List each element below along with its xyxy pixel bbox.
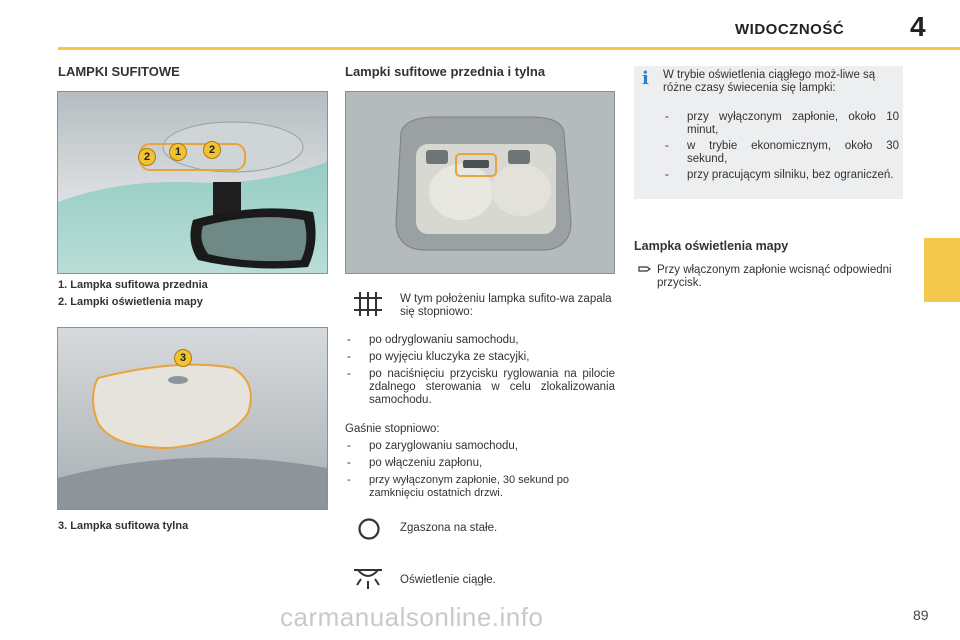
off-conditions-list <box>345 440 615 500</box>
front-lamp-illustration <box>58 92 327 273</box>
list-item: - przy pracującym silniku, bez ograniczeń. <box>663 169 899 182</box>
list-item: - po wyjęciu kluczyka ze stacyjki, <box>345 351 615 364</box>
info-intro: W trybie oświetlenia ciągłego moż-liwe są różne czasy świecenia się lampki: <box>663 69 876 94</box>
caption-2: 2. Lampki oświetlenia mapy <box>58 296 203 308</box>
section-heading: LAMPKI SUFITOWE <box>58 64 180 79</box>
ceiling-lamp-figure <box>345 91 615 274</box>
info-icon: i <box>642 68 649 89</box>
always-on-label: Oświetlenie ciągłe. <box>400 574 496 586</box>
list-item: - po zaryglowaniu samochodu, <box>345 440 615 453</box>
off-intro: Gaśnie stopniowo: <box>345 423 440 435</box>
map-lamp-text: Przy włączonym zapłonie wcisnąć odpowiedni przycisk. <box>657 264 892 289</box>
badge-rear-lamp: 3 <box>174 349 192 367</box>
lamp-on-icon <box>352 565 384 591</box>
badge-front-lamp: 1 <box>169 143 187 161</box>
header-rule <box>58 47 960 50</box>
badge-map-lamp-right: 2 <box>203 141 221 159</box>
chapter-title: WIDOCZNOŚĆ <box>735 21 845 38</box>
caption-3: 3. Lampka sufitowa tylna <box>58 520 189 532</box>
info-list <box>663 111 899 182</box>
watermark: carmanualsonline.info <box>280 602 544 632</box>
chapter-side-tab <box>924 238 960 302</box>
on-conditions-list <box>345 334 615 407</box>
door-mode-icon <box>352 290 384 318</box>
map-lamp-heading: Lampka oświetlenia mapy <box>634 239 789 253</box>
ceiling-lamp-illustration <box>346 92 614 273</box>
list-item: - przy wyłączonym zapłonie, około 10 minut, <box>663 111 899 137</box>
lamp-off-icon <box>357 517 381 541</box>
section-heading-front-rear: Lampki sufitowe przednia i tylna <box>345 64 546 79</box>
list-item: - przy wyłączonym zapłonie, 30 sekund po zamknięciu ostatnich drzwi. <box>345 474 615 500</box>
list-item: - po odryglowaniu samochodu, <box>345 334 615 347</box>
door-mode-text: W tym położeniu lampka sufito-wa zapala się stopniowo: <box>400 293 612 318</box>
pointing-hand-icon <box>638 262 650 274</box>
off-mode-label: Zgaszona na stałe. <box>400 522 498 534</box>
list-item: - po naciśnięciu przycisku ryglowania na pilocie zdalnego sterowania w celu zlokalizowania samochodu. <box>345 368 615 407</box>
caption-1: 1. Lampka sufitowa przednia <box>58 279 208 291</box>
rear-lamp-figure <box>57 327 328 510</box>
badge-map-lamp-left: 2 <box>138 148 156 166</box>
chapter-number: 4 <box>910 11 926 42</box>
list-item: - po włączeniu zapłonu, <box>345 457 615 470</box>
front-lamp-figure <box>57 91 328 274</box>
rear-lamp-illustration <box>58 328 327 509</box>
list-item: - w trybie ekonomicznym, około 30 sekund, <box>663 140 899 166</box>
page-number: 89 <box>913 607 929 623</box>
